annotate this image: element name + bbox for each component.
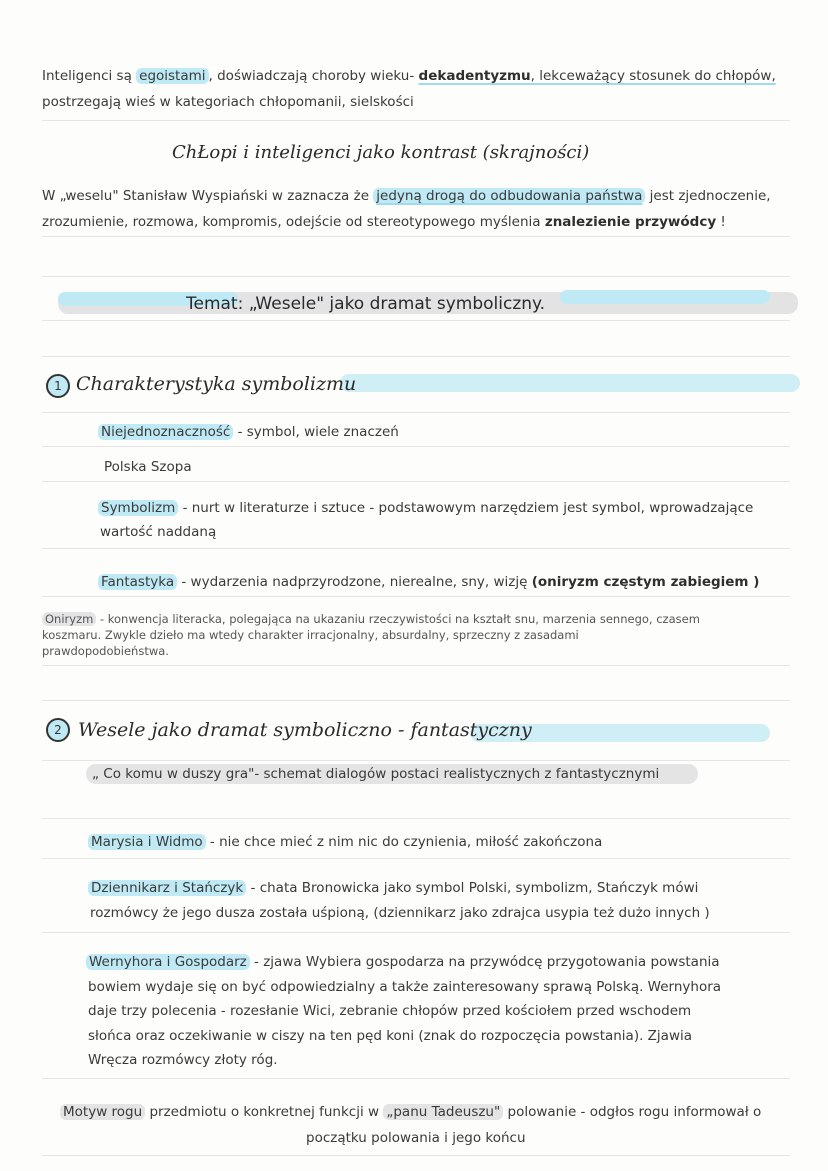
oniryzm-line-2: koszmaru. Zwykle dzieło ma wtedy charakter irracjonalny, absurdalny, sprzeczny z zasadami: [42, 628, 579, 642]
intro-text: Inteligenci są: [42, 68, 137, 84]
ruled-line: [42, 932, 790, 933]
ruled-line: [42, 548, 790, 549]
ruled-line: [42, 276, 790, 277]
term-oniryzm: Oniryzm: [42, 612, 96, 626]
para-text: !: [716, 214, 726, 230]
term-fantastyka: Fantastyka: [98, 574, 177, 590]
oniryzm-line-3: prawdopodobieństwa.: [42, 644, 169, 658]
item-wernyhora-line-1: [86, 952, 720, 972]
item-marysia: [88, 832, 602, 852]
intro-line-2: postrzegają wieś w kategoriach chłopomanii, sielskości: [42, 94, 414, 110]
item-symbolizm-line-2: wartość naddaną: [100, 524, 217, 540]
item-fantastyka: [98, 572, 759, 592]
desc-text: - zjawa Wybiera gospodarza na przywódcę przygotowania powstania: [249, 954, 720, 970]
para-text: jest zjednoczenie,: [645, 188, 771, 204]
motyw-line-2: początku polowania i jego końcu: [306, 1130, 526, 1146]
ruled-line: [42, 481, 790, 482]
ruled-line: [42, 700, 790, 701]
highlight-egoistami: egoistami: [136, 68, 208, 84]
intro-line-1: [42, 66, 776, 86]
term-niejednoznacznosc: Niejednoznaczność: [98, 424, 233, 440]
term-marysia: Marysia i Widmo: [88, 834, 206, 850]
item-wernyhora-line-4: słońca oraz oczekiwanie w ciszy na ten pęd koni (znak do rozpoczęcia powstania). Zjawia: [88, 1028, 693, 1044]
topic-title: Temat: „Wesele" jako dramat symboliczny.: [186, 294, 546, 314]
intro-text: , lekceważący stosunek do chłopów,: [530, 68, 776, 84]
desc-text: - wydarzenia nadprzyrodzone, nierealne, sny, wizję: [177, 574, 532, 590]
highlight-dekadentyzmu: dekadentyzmu: [418, 68, 531, 84]
ruled-line: [42, 665, 790, 666]
wesele-para-line-2: [42, 212, 726, 232]
ruled-line: [42, 320, 790, 321]
desc-text: - konwencja literacka, polegająca na ukazaniu rzeczywistości na kształt snu, marzenia sennego, czasem: [96, 612, 700, 626]
highlight-pan-tadeusz: „panu Tadeuszu": [383, 1104, 503, 1120]
term-symbolizm: Symbolizm: [98, 500, 178, 516]
ruled-line: [42, 858, 790, 859]
section2-title: Wesele jako dramat symboliczno - fantastyczny: [78, 719, 532, 741]
desc-text: - nurt w literaturze i sztuce - podstawowym narzędziem jest symbol, wprowadzające: [178, 500, 754, 516]
bold-oniryzm-note: (oniryzm częstym zabiegiem ): [531, 574, 760, 590]
ruled-line: [42, 1155, 790, 1156]
item-niejednoznacznosc: [98, 422, 399, 442]
desc-text: polowanie - odgłos rogu informował o: [503, 1104, 762, 1120]
ruled-line: [42, 120, 790, 121]
desc-text: - chata Bronowicka jako symbol Polski, symbolizm, Stańczyk mówi: [246, 880, 699, 896]
term-wernyhora: Wernyhora i Gospodarz: [86, 954, 250, 970]
item-wernyhora-line-5: Wręcza rozmówcy złoty róg.: [88, 1052, 278, 1068]
desc-text: przedmiotu o konkretnej funkcji w: [145, 1104, 384, 1120]
desc-text: - nie chce mieć z nim nic do czynienia, miłość zakończona: [205, 834, 603, 850]
item-dziennikarz-line-1: [88, 878, 698, 898]
motyw-line-1: [60, 1102, 761, 1122]
wesele-para-line-1: [42, 186, 771, 206]
item-dziennikarz-line-2: rozmówcy że jego dusza została uśpioną, (dziennikarz jako zdrajca usypia też dużo innych ): [90, 905, 710, 921]
desc-text: - symbol, wiele znaczeń: [233, 424, 399, 440]
term-motyw-rogu: Motyw rogu: [60, 1104, 145, 1120]
topic-bar-blue-right: [560, 290, 770, 304]
contrast-heading: ChŁopi i inteligenci jako kontrast (skrajności): [172, 142, 590, 163]
section2-number-badge: 2: [46, 718, 70, 742]
ruled-line: [42, 596, 790, 597]
para-text: zrozumienie, rozmowa, kompromis, odejście od stereotypowego myślenia: [42, 214, 545, 230]
highlight-jedyna-droga: jedyną drogą do odbudowania państwa: [373, 188, 645, 204]
term-dziennikarz: Dziennikarz i Stańczyk: [88, 880, 246, 896]
item-wernyhora-line-3: daje trzy polecenia - rozesłanie Wici, zebranie chłopów przed kościołem przed wschodem: [88, 1003, 692, 1019]
ruled-line: [42, 818, 790, 819]
ruled-line: [42, 446, 790, 447]
intro-text: , doświadczają choroby wieku-: [208, 68, 419, 84]
oniryzm-line-1: [42, 612, 700, 626]
ruled-line: [42, 1078, 790, 1079]
ruled-line: [42, 356, 790, 357]
bold-przywodcy: znalezienie przywódcy: [544, 214, 717, 230]
item-symbolizm-line-1: [98, 498, 753, 518]
section1-title: Charakterystyka symbolizmu: [76, 373, 357, 395]
item-polska-szopa: Polska Szopa: [104, 459, 192, 475]
quote-text: „ Co komu w duszy gra"- schemat dialogów postaci realistycznych z fantastycznymi: [92, 766, 660, 782]
ruled-line: [42, 760, 790, 761]
section1-number-badge: 1: [46, 374, 70, 398]
ruled-line: [42, 236, 790, 237]
para-text: W „weselu" Stanisław Wyspiański w zaznacza że: [42, 188, 374, 204]
section1-heading-bar: [340, 374, 800, 392]
item-wernyhora-line-2: bowiem wydaje się on być odpowiedzialny a także zainteresowany sprawą Polską. Wernyhora: [88, 979, 722, 995]
ruled-line: [42, 412, 790, 413]
